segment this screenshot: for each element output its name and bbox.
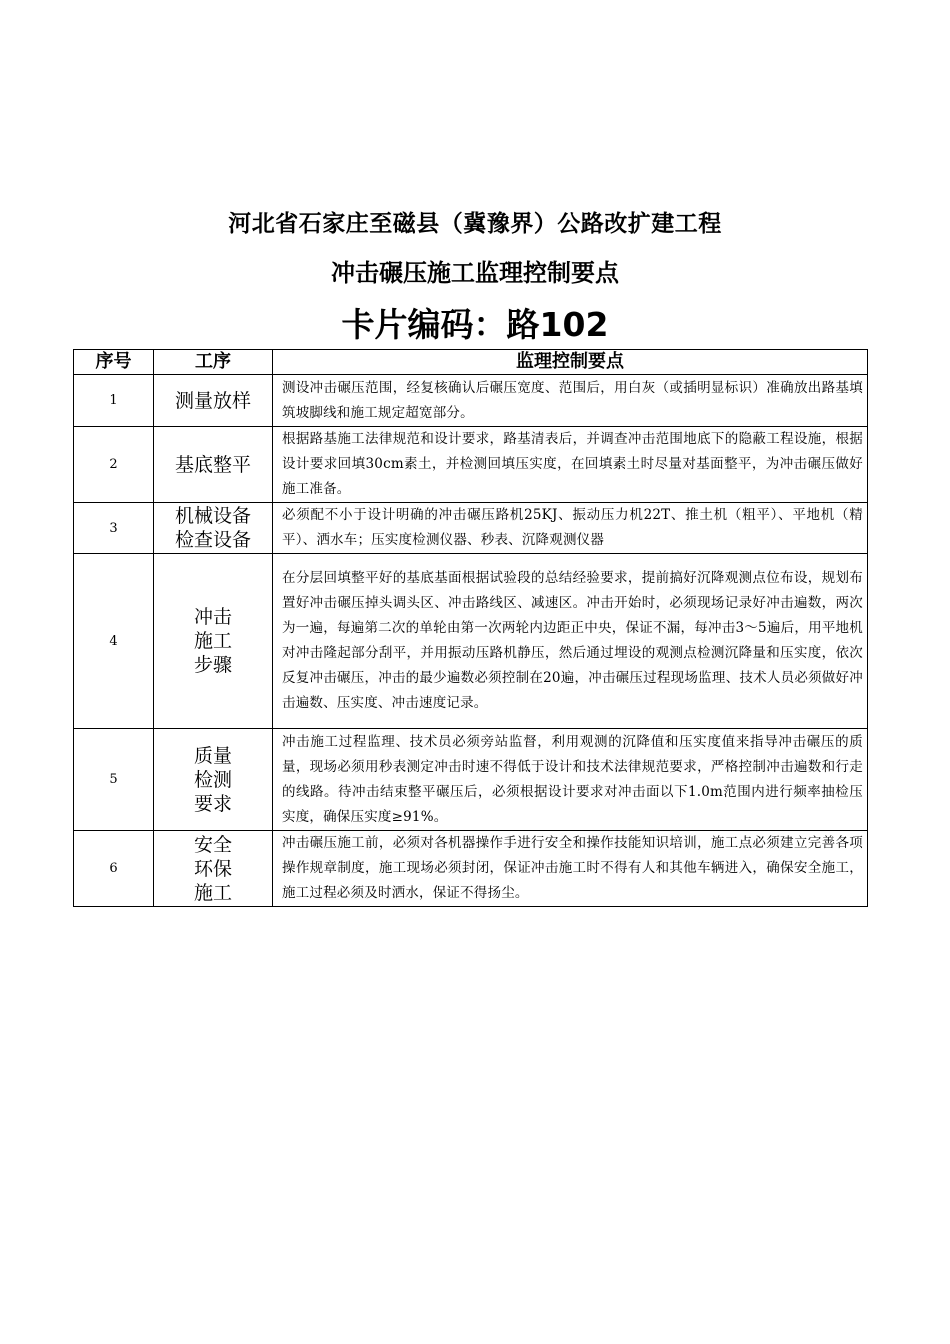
row-process: 质量 检测 要求 — [154, 729, 273, 831]
row-number: 1 — [74, 375, 154, 427]
table-row — [74, 375, 868, 427]
row-content: 在分层回填整平好的基底基面根据试验段的总结经验要求，提前搞好沉降观测点位布设，规划布置好冲击碾压掉头调头区、冲击路线区、减速区。冲击开始时，必须现场记录好冲击遍数，两次为一遍，每遍第二次的单轮由第一次两轮内边距正中央，保证不漏，每冲击3～5遍后，用平地机对冲击隆起部分刮平，并用振动压路机静压，然后通过埋设的观测点检测沉降量和压实度，依次反复冲击碾压，冲击的最少遍数必须控制在20遍，冲击碾压过程现场监理、技术人员必须做好冲击遍数、压实度、冲击速度记录。 — [273, 554, 868, 729]
row-number: 5 — [74, 729, 154, 831]
row-process: 测量放样 — [154, 375, 273, 427]
table-row — [74, 831, 868, 907]
header-process: 工序 — [154, 350, 273, 375]
row-process: 安全 环保 施工 — [154, 831, 273, 907]
control-points-table — [73, 349, 868, 907]
row-number: 2 — [74, 427, 154, 503]
row-number: 4 — [74, 554, 154, 729]
row-number: 6 — [74, 831, 154, 907]
table-row — [74, 427, 868, 503]
table-header-row — [74, 350, 868, 375]
row-content: 必须配不小于设计明确的冲击碾压路机25KJ、振动压力机22T、推土机（粗平）、平地机（精平）、洒水车；压实度检测仪器、秒表、沉降观测仪器 — [273, 503, 868, 554]
card-code: 卡片编码：路102 — [341, 305, 609, 344]
header-number: 序号 — [74, 350, 154, 375]
document-title: 冲击碾压施工监理控制要点 — [331, 259, 619, 287]
row-process: 机械设备 检查设备 — [154, 503, 273, 554]
row-content: 冲击碾压施工前，必须对各机器操作手进行安全和操作技能知识培训，施工点必须建立完善各项操作规章制度，施工现场必须封闭，保证冲击施工时不得有人和其他车辆进入，确保安全施工，施工过程必须及时洒水，保证不得扬尘。 — [273, 831, 868, 907]
row-content: 冲击施工过程监理、技术员必须旁站监督，利用观测的沉降值和压实度值来指导冲击碾压的质量，现场必须用秒表测定冲击时速不得低于设计和技术法律规范要求，严格控制冲击遍数和行走的线路。待冲击结束整平碾压后，必须根据设计要求对冲击面以下1.0m范围内进行频率抽检压实度，确保压实度≥91%。 — [273, 729, 868, 831]
table-row — [74, 503, 868, 554]
row-number: 3 — [74, 503, 154, 554]
row-process: 冲击 施工 步骤 — [154, 554, 273, 729]
row-content: 测设冲击碾压范围，经复核确认后碾压宽度、范围后，用白灰（或插明显标识）准确放出路基填筑坡脚线和施工规定超宽部分。 — [273, 375, 868, 427]
row-process: 基底整平 — [154, 427, 273, 503]
row-content: 根据路基施工法律规范和设计要求，路基清表后，并调查冲击范围地底下的隐蔽工程设施，根据设计要求回填30cm素土，并检测回填压实度，在回填素土时尽量对基面整平，为冲击碾压做好施工准备。 — [273, 427, 868, 503]
project-title: 河北省石家庄至磁县（冀豫界）公路改扩建工程 — [228, 211, 722, 237]
header-control-points: 监理控制要点 — [273, 350, 868, 375]
table-row — [74, 729, 868, 831]
table-row — [74, 554, 868, 729]
